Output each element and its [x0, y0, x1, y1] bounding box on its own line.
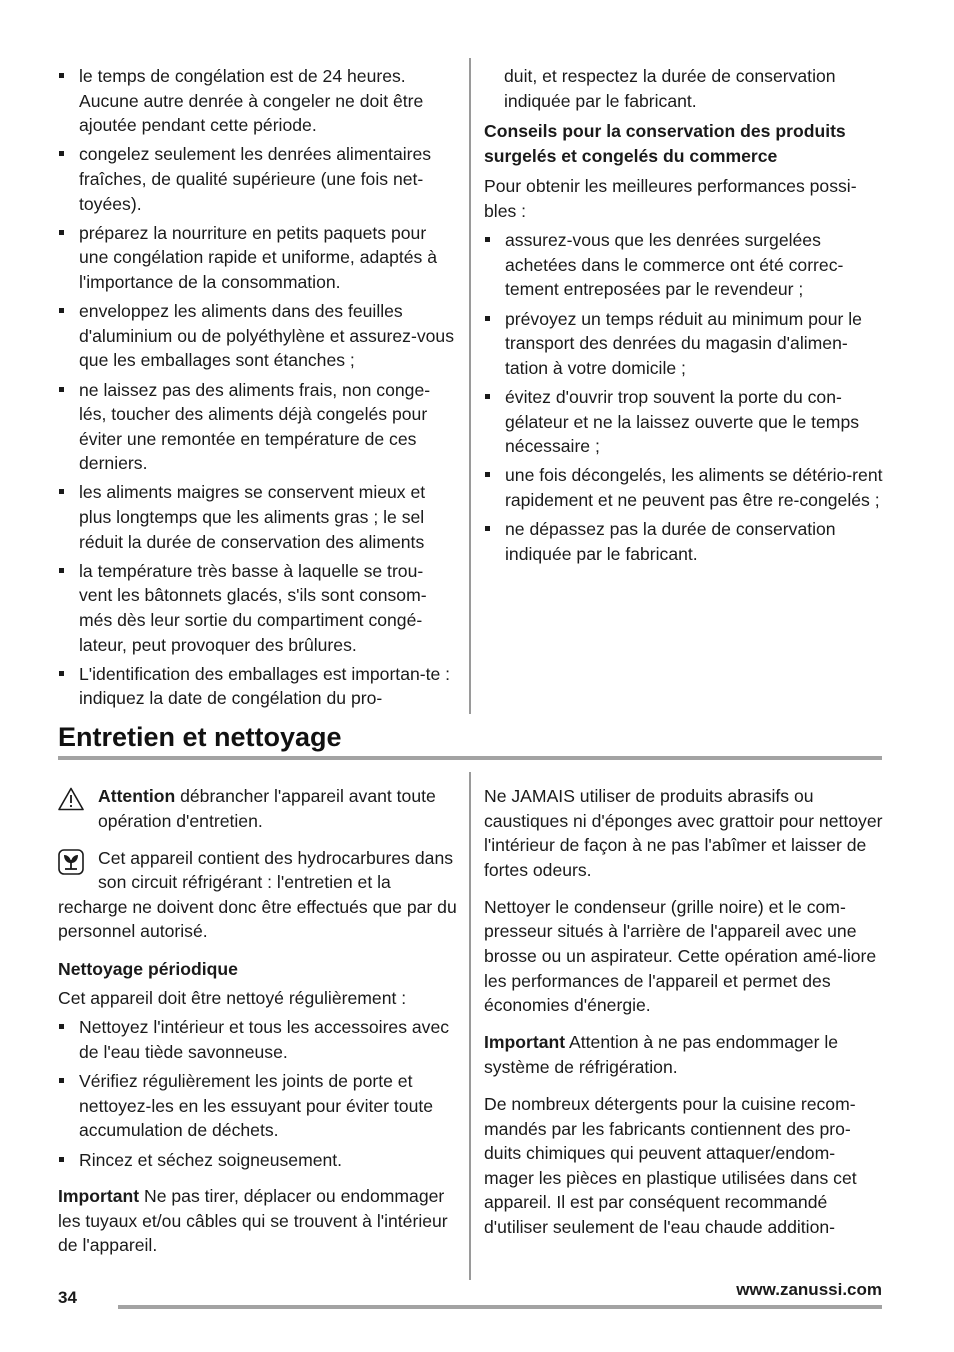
- storage-tips-heading: Conseils pour la conservation des produits surgelés et congelés du commerce: [484, 121, 846, 166]
- environment-notice: [58, 846, 458, 944]
- list-item: les aliments maigres se conservent mieux et plus longtemps que les aliments gras ; le sel réduit la durée de conservation des aliments: [58, 480, 456, 554]
- abrasive-warning-paragraph: Ne JAMAIS utiliser de produits abrasifs ou caustiques ni d'éponges avec grattoir pour nettoyer l'intérieur de façon à ne pas l'abîmer et laisser de fortes odeurs.: [484, 786, 883, 880]
- list-item: le temps de congélation est de 24 heures. Aucune autre denrée à congeler ne doit être ajoutée pendant cette période.: [58, 64, 456, 138]
- storage-intro: Pour obtenir les meilleures performances possi-bles :: [484, 176, 857, 221]
- important-text: Ne pas tirer, déplacer ou endommager les tuyaux et/ou câbles qui se trouvent à l'intérieur de l'appareil.: [58, 1186, 448, 1256]
- bottom-right-column: [484, 784, 884, 1252]
- warning-text: débrancher l'appareil avant toute opération d'entretien.: [98, 786, 436, 831]
- bottom-left-column: [58, 784, 458, 1258]
- cleaning-intro: Cet appareil doit être nettoyé régulièrement :: [58, 988, 407, 1009]
- list-item: préparez la nourriture en petits paquets pour une congélation rapide et uniforme, adaptés à l'importance de la consommation.: [58, 221, 456, 295]
- warning-label: Attention: [98, 786, 176, 806]
- list-item: enveloppez les aliments dans des feuilles d'aluminium ou de polyéthylène et assurez-vous que les emballages sont étanches ;: [58, 299, 456, 373]
- environment-text: Cet appareil contient des hydrocarbures dans son circuit réfrigérant : l'entretien et la recharge ne doivent donc être effectués que par du personnel autorisé.: [58, 847, 457, 942]
- top-right-column: [484, 64, 884, 571]
- list-item: congelez seulement les denrées alimentaires fraîches, de qualité supérieure (une fois net-toyées).: [58, 142, 456, 216]
- column-divider-top: [469, 58, 471, 714]
- list-item: assurez-vous que les denrées surgelées achetées dans le commerce ont été correc-tement entreposées par le revendeur ;: [484, 228, 884, 302]
- list-item: Nettoyez l'intérieur et tous les accessoires avec de l'eau tiède savonneuse.: [58, 1015, 458, 1064]
- website-url: www.zanussi.com: [736, 1280, 882, 1299]
- important-label: Important: [58, 1186, 140, 1207]
- footer-rule: [118, 1305, 882, 1309]
- list-item: évitez d'ouvrir trop souvent la porte du con-gélateur et ne la laissez ouverte que le temps nécessaire ;: [484, 385, 884, 459]
- important-notice: [484, 1030, 884, 1079]
- section-title: Entretien et nettoyage: [58, 722, 342, 752]
- important-text: Attention à ne pas endommager le système de réfrigération.: [484, 1032, 839, 1077]
- top-left-column: [58, 64, 456, 716]
- page-number: 34: [58, 1288, 77, 1307]
- detergents-paragraph: De nombreux détergents pour la cuisine recom-mandés par les fabricants contiennent des pro-duits chimiques qui peuvent attaquer/endom-mager les pièces en plastique utilisées dans cet appareil. Il est par conséquent recommandé d'utiliser seulement de l'eau chaude addition-: [484, 1094, 857, 1237]
- important-label: Important: [484, 1032, 566, 1053]
- storage-tips-list: [484, 228, 884, 566]
- list-item: une fois décongelés, les aliments se détério-rent rapidement et ne peuvent pas être re-congelés ;: [484, 463, 884, 512]
- list-item: la température très basse à laquelle se trou-vent les bâtonnets glacés, s'ils sont consom-més dès leur sortie du compartiment congé-lateur, peut provoquer des brûlures.: [58, 559, 456, 657]
- environment-leaf-icon: [58, 849, 86, 877]
- column-divider-bottom: [469, 772, 471, 1280]
- important-notice: [58, 1184, 458, 1258]
- continuation-text: duit, et respectez la durée de conservation indiquée par le fabricant.: [504, 66, 836, 111]
- cleaning-steps-list: [58, 1015, 458, 1172]
- section-title-rule: [58, 756, 882, 760]
- freezing-tips-list: [58, 64, 456, 711]
- list-item: ne laissez pas des aliments frais, non conge-lés, toucher des aliments déjà congelés pour éviter une remontée en température de ces derniers.: [58, 378, 456, 476]
- list-item: prévoyez un temps réduit au minimum pour le transport des denrées du magasin d'alimen-tation à votre domicile ;: [484, 307, 884, 381]
- list-item: ne dépassez pas la durée de conservation indiquée par le fabricant.: [484, 517, 884, 566]
- list-item: Rincez et séchez soigneusement.: [58, 1148, 458, 1173]
- condenser-cleaning-paragraph: Nettoyer le condenseur (grille noire) et le com-presseur situés à l'arrière de l'appareil avec une brosse ou un aspirateur. Cette opération amé-liore les performances de l'appareil et permet des économies d'énergie.: [484, 896, 877, 1016]
- warning-triangle-icon: [58, 787, 84, 818]
- list-item: Vérifiez régulièrement les joints de porte et nettoyez-les en les essuyant pour éviter toute accumulation de déchets.: [58, 1069, 458, 1143]
- warning-notice: [58, 784, 458, 833]
- periodic-cleaning-heading: Nettoyage périodique: [58, 958, 238, 979]
- list-item: L'identification des emballages est importan-te : indiquez la date de congélation du pro-: [58, 662, 456, 711]
